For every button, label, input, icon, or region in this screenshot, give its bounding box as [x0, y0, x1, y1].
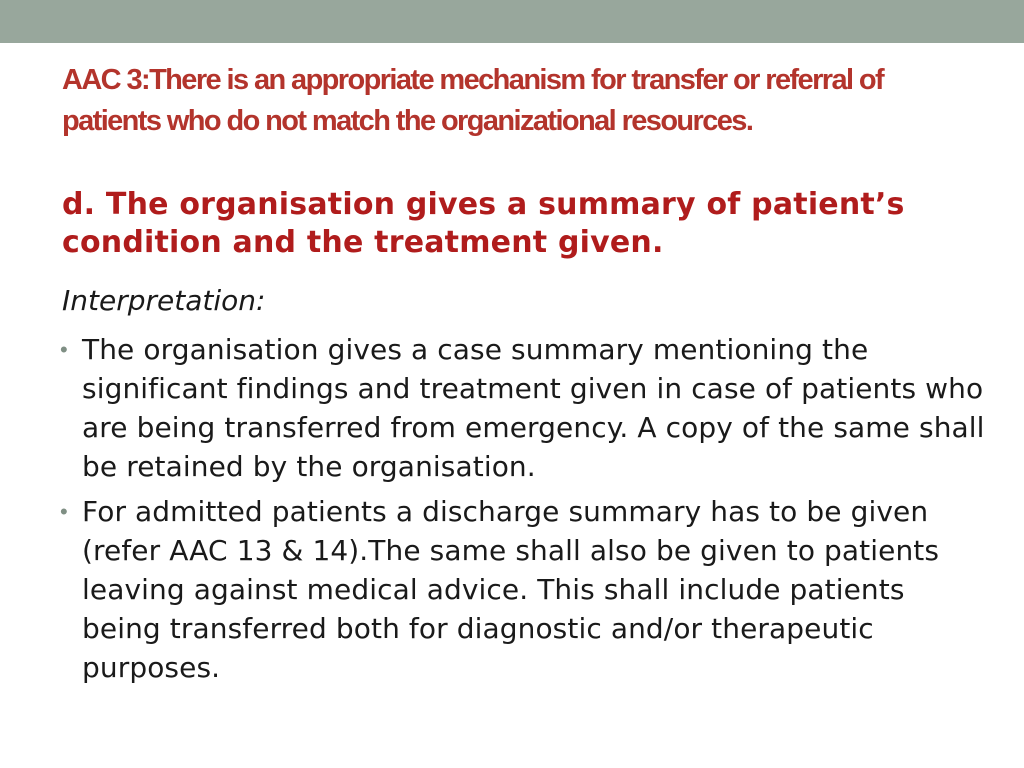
bullet-item — [62, 492, 992, 687]
slide-subtitle: d. The organisation gives a summary of patient’s condition and the treatment given. — [62, 187, 905, 260]
top-accent-bar — [0, 0, 1024, 43]
bullet-item — [62, 330, 992, 486]
bullet-text: The organisation gives a case summary mentioning the significant findings and treatment given in case of patients who are being transferred from emergency. A copy of the same shall be retained by the organisation. — [82, 333, 985, 483]
interpretation-label: Interpretation: — [62, 284, 266, 317]
bullet-text: For admitted patients a discharge summary has to be given (refer AAC 13 & 14).The same shall also be given to patients leaving against medical advice. This shall include patients being transferred both for diagnostic and/or therapeutic purposes. — [82, 495, 940, 684]
bullet-icon: • — [60, 337, 68, 362]
bullet-icon: • — [60, 499, 68, 524]
bullet-list — [62, 330, 992, 693]
slide-title: AAC 3:There is an appropriate mechanism for transfer or referral of patients who do not match the organizational resources. — [62, 64, 884, 137]
